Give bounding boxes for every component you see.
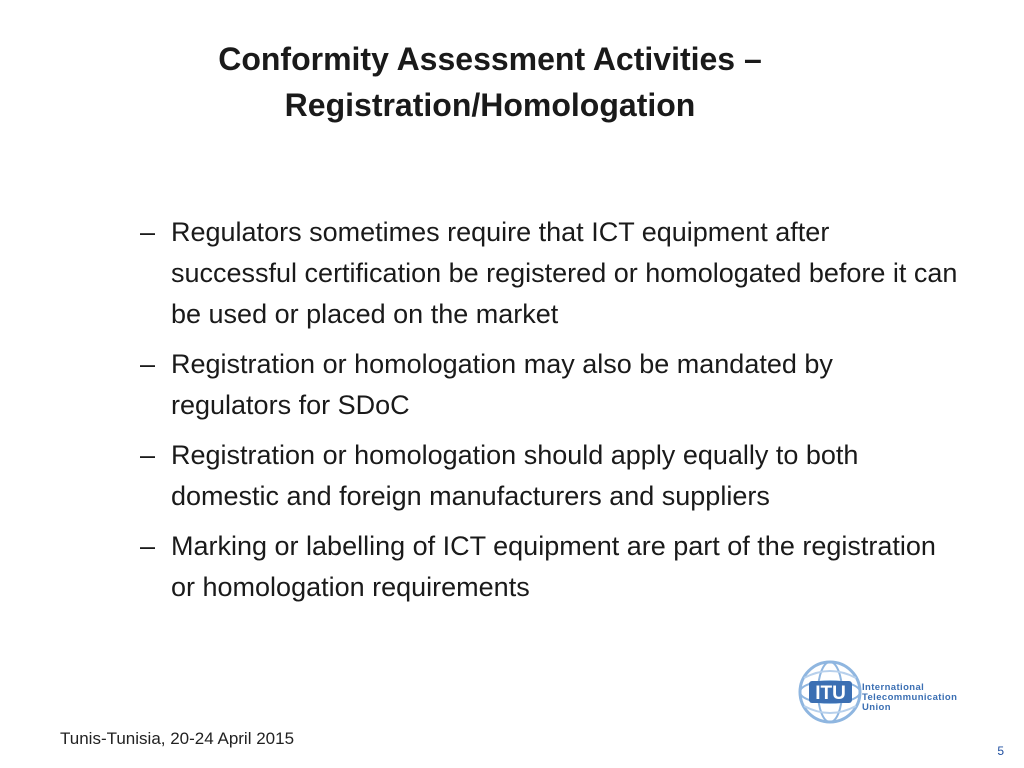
bullet-text: Registration or homologation should apply equally to both domestic and foreign manufacturers and suppliers: [171, 440, 859, 511]
bullet-dash: –: [140, 531, 156, 561]
slide-title-line-1: Conformity Assessment Activities –: [218, 41, 762, 77]
bullet-dash: –: [140, 440, 156, 470]
itu-name: [862, 683, 957, 713]
bullet-dash: –: [140, 349, 156, 379]
bullet-item: [140, 435, 960, 517]
bullet-item: [140, 526, 960, 608]
slide-title-line-2: Registration/Homologation: [284, 87, 696, 123]
bullet-item: [140, 344, 960, 426]
bullet-text: Registration or homologation may also be mandated by regulators for SDoC: [171, 349, 833, 420]
itu-name-line-1: International: [862, 682, 925, 693]
itu-name-line-2: Telecommunication: [862, 692, 958, 703]
footer-location: Tunis-Tunisia, 20-24 April 2015: [60, 729, 295, 748]
itu-name-line-3: Union: [862, 702, 891, 713]
bullet-text: Regulators sometimes require that ICT equipment after successful certification be registered or homologated before it can be used or placed on the market: [171, 217, 958, 329]
slide-title: [130, 36, 850, 128]
bullet-list: [140, 212, 960, 617]
page-number: 5: [997, 744, 1004, 758]
bullet-dash: –: [140, 217, 156, 247]
itu-acronym: ITU: [815, 683, 846, 704]
bullet-item: [140, 212, 960, 335]
bullet-text: Marking or labelling of ICT equipment are part of the registration or homologation requirements: [171, 531, 936, 602]
